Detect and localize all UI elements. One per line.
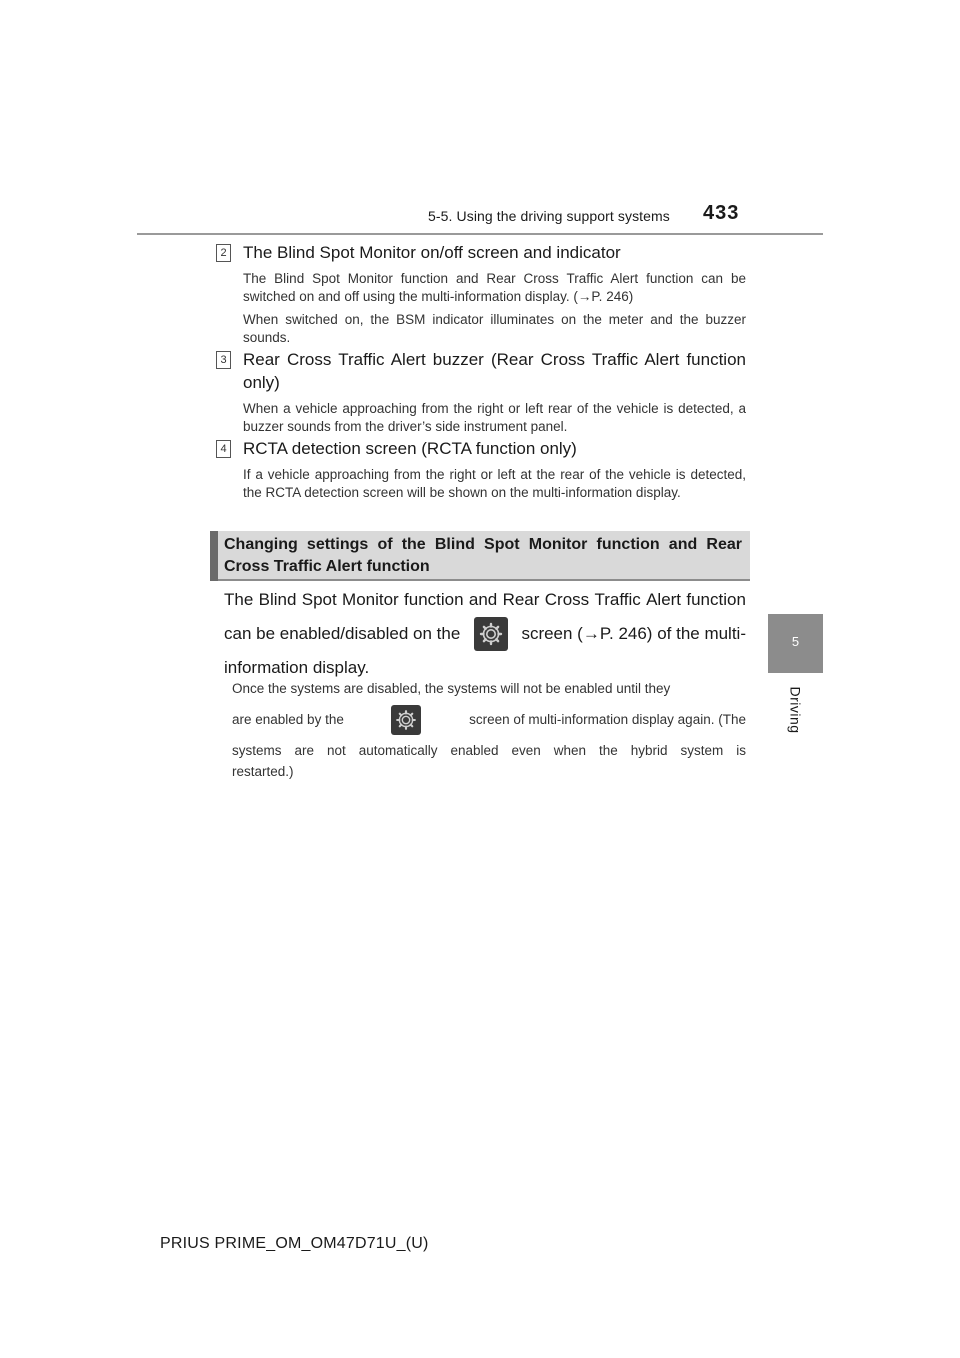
main-paragraph-word: Traffic [594,590,641,609]
note-paragraph-word: are [294,743,314,758]
gear-icon [474,617,508,651]
list-item [216,241,746,352]
note-paragraph-line [232,738,746,764]
main-paragraph-word: function [404,590,464,609]
main-paragraph-line: information display. [224,658,370,677]
note-paragraph-word: even [511,743,541,758]
item-title: RCTA detection screen (RCTA function only) [243,439,577,458]
note-paragraph-word: system [680,743,724,758]
main-paragraph-text: screen (→P. 246) of the multi- [521,624,746,643]
note-paragraph-word: automatically [358,743,438,758]
list-item [216,348,746,441]
main-paragraph [224,583,746,685]
note-paragraph-line [232,702,746,738]
chapter-label-text: Driving [788,686,805,734]
note-paragraph-word: systems [232,743,282,758]
section-heading-bar [210,531,218,581]
settings-gear-icon [391,705,421,735]
chapter-tab-label [781,680,811,740]
main-paragraph-word: Cross [544,590,590,609]
settings-gear-icon [474,617,508,651]
main-paragraph-word: and [468,590,498,609]
document-id: PRIUS PRIME_OM_OM47D71U_(U) [160,1235,429,1252]
item-title: The Blind Spot Monitor on/off screen and indicator [243,243,621,262]
chapter-tab-number: 5 [791,634,800,649]
main-paragraph-word: Monitor [342,590,399,609]
main-paragraph-word: Blind [258,590,297,609]
note-paragraph-word: enabled [450,743,499,758]
note-paragraph-word: is [736,743,746,758]
section-heading-title: Changing settings of the Blind Spot Monitor function and Rear Cross Traffic Alert function [224,536,742,575]
main-paragraph-word: Spot [301,590,337,609]
gear-icon [391,705,421,735]
note-paragraph-word: when [553,743,587,758]
main-paragraph-word: Alert [646,590,682,609]
main-paragraph-line [224,617,746,651]
item-description [243,400,746,436]
main-paragraph-line [224,583,746,617]
note-paragraph-text: screen of multi-information display again. (The [469,712,746,727]
item-description-paragraph: When a vehicle approaching from the right or left rear of the vehicle is detected, a buzzer sounds from the driver’s side instrument panel. [243,401,746,434]
main-paragraph-text: can be enabled/disabled on the [224,624,461,643]
section-heading [210,531,750,581]
item-number-badge: 4 [216,440,231,458]
item-number-badge: 3 [216,351,231,369]
header-divider [137,233,823,235]
note-paragraph-line: restarted.) [232,764,294,779]
note-paragraph-text: are enabled by the [232,712,344,727]
item-title: Rear Cross Traffic Alert buzzer (Rear Cross Traffic Alert function only) [243,350,746,392]
note-paragraph-word: not [326,743,346,758]
item-number-badge: 2 [216,244,231,262]
chapter-tab[interactable] [768,614,823,673]
note-paragraph-line: Once the systems are disabled, the systems will not be enabled until they [232,681,671,696]
item-description-paragraph: If a vehicle approaching from the right or left at the rear of the vehicle is detected, the RCTA detection screen will be shown on the multi-information display. [243,467,746,500]
note-paragraph [232,676,746,780]
item-description-paragraph: The Blind Spot Monitor function and Rear Cross Traffic Alert function can be switched on and off using the multi-information display. (→P. 246) [243,271,746,304]
item-description [243,466,746,502]
main-paragraph-word: The [224,590,254,609]
item-description-paragraph: When switched on, the BSM indicator illuminates on the meter and the buzzer sounds. [243,312,746,345]
note-paragraph-word: hybrid [630,743,668,758]
note-paragraph-word: the [599,743,618,758]
item-description [243,270,746,347]
list-item [216,437,746,507]
page-number: 433 [703,202,740,224]
main-paragraph-word: Rear [502,590,540,609]
main-paragraph-word: function [686,590,746,609]
header-section-title: 5-5. Using the driving support systems [428,208,670,224]
